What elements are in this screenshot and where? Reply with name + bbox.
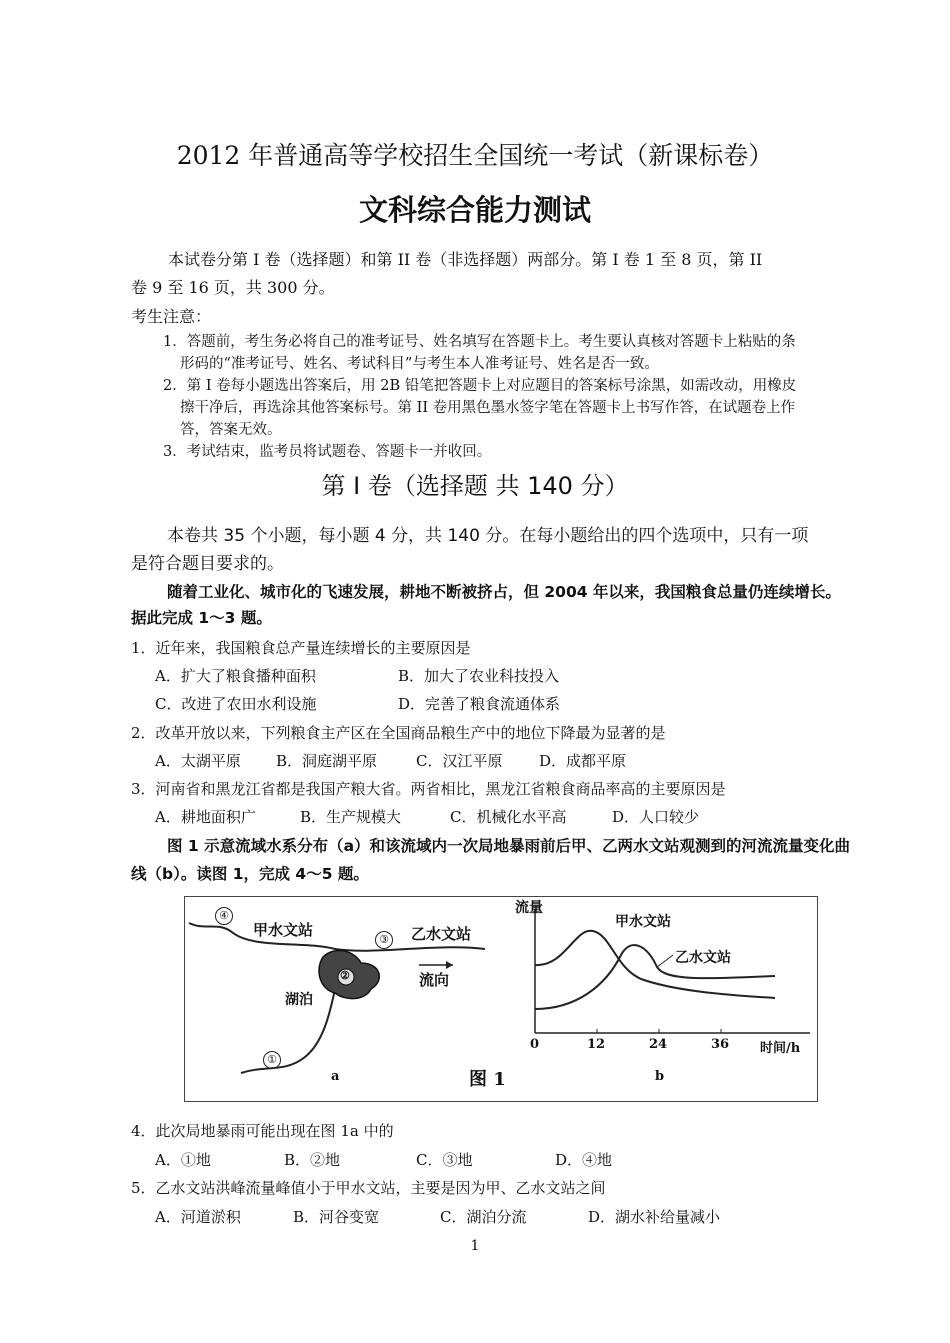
marker-2: ② xyxy=(340,969,350,982)
exam-title: 2012 年普通高等学校招生全国统一考试（新课标卷） xyxy=(176,141,774,170)
series-yi-label: 乙水文站 xyxy=(675,950,731,966)
question-5: 5．乙水文站洪峰流量峰值小于甲水文站，主要是因为甲、乙水文站之间 xyxy=(131,1179,606,1197)
flow-label: 流向 xyxy=(419,971,450,989)
question-2: 2．改革开放以来，下列粮食主产区在全国商品粮生产中的地位下降最为显著的是 xyxy=(131,724,666,742)
q5-option-c[interactable]: C．湖泊分流 xyxy=(440,1208,527,1226)
q1-option-a[interactable]: A．扩大了粮食播种面积 xyxy=(155,667,316,685)
section-title: 第 I 卷（选择题 共 140 分） xyxy=(321,472,629,500)
notice-item-2a: 2．第 I 卷每小题选出答案后，用 2B 铅笔把答题卡上对应题目的答案标号涂黑，如需改动，用橡皮 xyxy=(163,378,797,394)
intro-line-2: 卷 9 至 16 页，共 300 分。 xyxy=(131,278,335,297)
series-jia-label: 甲水文站 xyxy=(615,914,671,930)
x-tick-24: 24 xyxy=(649,1037,668,1052)
q4-option-d[interactable]: D．④地 xyxy=(555,1151,613,1169)
q2-option-d[interactable]: D．成都平原 xyxy=(539,752,627,770)
q3-option-b[interactable]: B．生产规模大 xyxy=(300,808,402,826)
figure-1 xyxy=(184,896,818,1102)
series-yi-line xyxy=(535,945,775,1009)
stem-2-line-1: 图 1 示意流域水系分布（a）和该流域内一次局地暴雨前后甲、乙两水文站观测到的河流流量变化曲 xyxy=(167,837,851,855)
question-1: 1．近年来，我国粮食总产量连续增长的主要原因是 xyxy=(131,639,471,657)
graph-label-b: b xyxy=(655,1069,665,1084)
q5-option-a[interactable]: A．河道淤积 xyxy=(155,1208,241,1226)
flow-arrow-head xyxy=(446,961,453,969)
graph-ylabel: 流量 xyxy=(515,900,543,916)
q4-option-b[interactable]: B．②地 xyxy=(284,1151,341,1169)
q2-option-b[interactable]: B．洞庭湖平原 xyxy=(276,752,378,770)
section-desc-line-2: 是符合题目要求的。 xyxy=(131,554,284,574)
section-desc-line-1: 本卷共 35 个小题，每小题 4 分，共 140 分。在每小题给出的四个选项中，只有一项 xyxy=(167,526,809,546)
map-label-a: a xyxy=(331,1069,340,1084)
marker-3: ③ xyxy=(375,931,393,949)
q3-option-d[interactable]: D．人口较少 xyxy=(612,808,700,826)
q4-option-c[interactable]: C．③地 xyxy=(416,1151,473,1169)
stem-1-line-1: 随着工业化、城市化的飞速发展，耕地不断被挤占，但 2004 年以来，我国粮食总量仍连续增长。 xyxy=(167,583,841,601)
marker-1: ① xyxy=(263,1051,281,1069)
x-tick-36: 36 xyxy=(711,1037,730,1052)
marker-4: ④ xyxy=(215,907,233,925)
q5-option-d[interactable]: D．湖水补给量减小 xyxy=(588,1208,721,1226)
question-3: 3．河南省和黑龙江省都是我国产粮大省。两省相比，黑龙江省粮食商品率高的主要原因是 xyxy=(131,780,726,798)
q1-option-b[interactable]: B．加大了农业科技投入 xyxy=(398,667,560,685)
q1-option-c[interactable]: C．改进了农田水利设施 xyxy=(155,695,317,713)
notice-item-1a: 1．答题前，考生务必将自己的准考证号、姓名填写在答题卡上。考生要认真核对答题卡上粘贴的条 xyxy=(163,334,796,350)
graph-xlabel: 时间/h xyxy=(760,1041,801,1056)
station-yi-label: 乙水文站 xyxy=(411,925,472,943)
figure-caption: 图 1 xyxy=(469,1069,506,1090)
exam-subtitle: 文科综合能力测试 xyxy=(358,193,591,227)
notice-item-3: 3．考试结束，监考员将试题卷、答题卡一并收回。 xyxy=(163,444,492,460)
q1-option-d[interactable]: D．完善了粮食流通体系 xyxy=(398,695,561,713)
stem-1-line-2: 据此完成 1～3 题。 xyxy=(131,609,272,627)
page-number: 1 xyxy=(470,1238,480,1254)
q4-option-a[interactable]: A．①地 xyxy=(155,1151,211,1169)
x-tick-12: 12 xyxy=(587,1037,606,1052)
station-jia-label: 甲水文站 xyxy=(253,921,314,939)
lake-label: 湖泊 xyxy=(285,992,313,1008)
notice-item-1b: 形码的“准考证号、姓名、考试科目”与考生本人准考证号、姓名是否一致。 xyxy=(180,356,659,372)
notice-item-2c: 答，答案无效。 xyxy=(180,422,282,438)
notice-item-2b: 擦干净后，再选涂其他答案标号。第 II 卷用黑色墨水签字笔在答题卡上书写作答，在试题卷上作 xyxy=(180,400,796,416)
q3-option-a[interactable]: A．耕地面积广 xyxy=(155,808,256,826)
q2-option-c[interactable]: C．汉江平原 xyxy=(416,752,503,770)
series-yi-pointer xyxy=(657,955,673,967)
x-tick-0: 0 xyxy=(530,1037,540,1052)
intro-line-1: 本试卷分第 I 卷（选择题）和第 II 卷（非选择题）两部分。第 I 卷 1 至 8 页，第 II xyxy=(168,250,763,269)
stem-2-line-2: 线（b）。读图 1，完成 4～5 题。 xyxy=(131,865,369,883)
q3-option-c[interactable]: C．机械化水平高 xyxy=(450,808,567,826)
notice-heading: 考生注意： xyxy=(131,307,212,326)
question-4: 4．此次局地暴雨可能出现在图 1a 中的 xyxy=(131,1122,394,1140)
q2-option-a[interactable]: A．太湖平原 xyxy=(155,752,241,770)
q5-option-b[interactable]: B．河谷变宽 xyxy=(293,1208,380,1226)
